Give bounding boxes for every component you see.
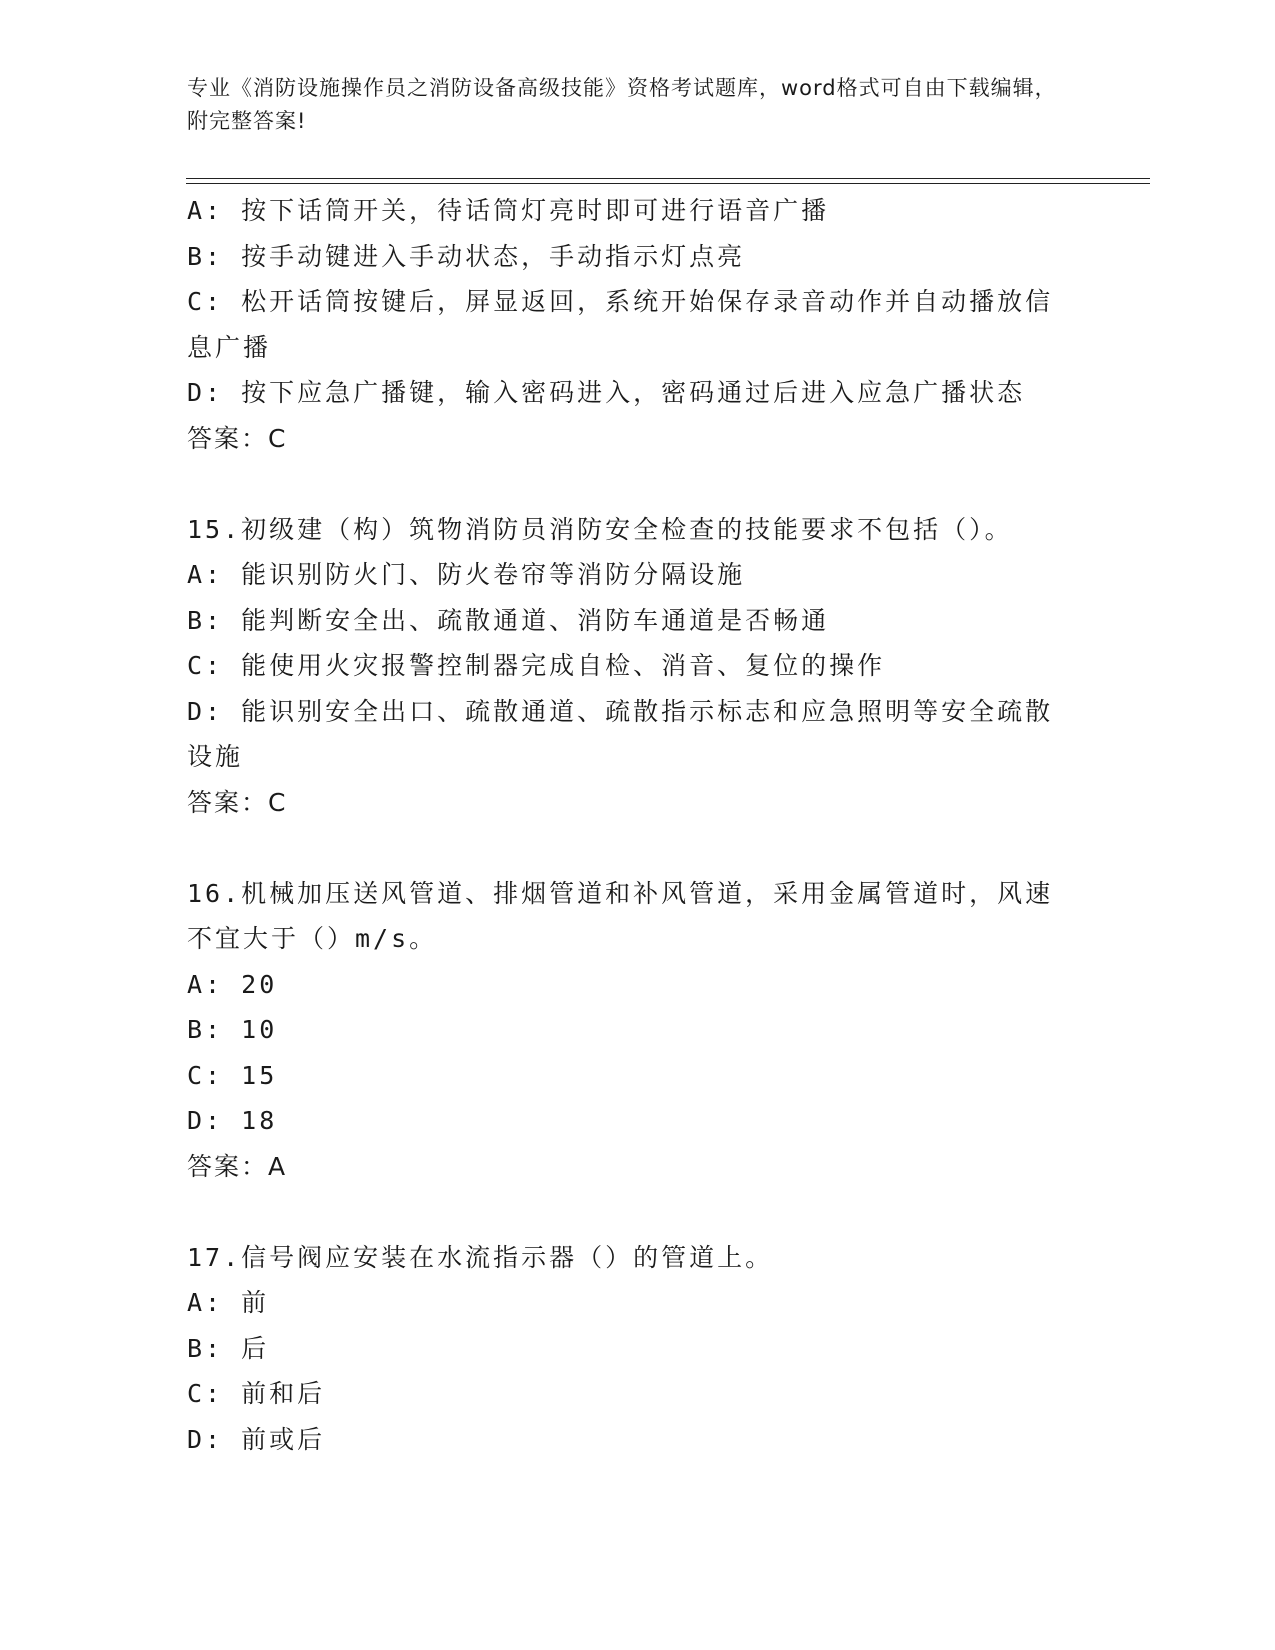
spacer <box>187 461 1067 507</box>
question-text: 15.初级建（构）筑物消防员消防安全检查的技能要求不包括（）。 <box>187 514 1013 544</box>
option-b: B: 能判断安全出、疏散通道、消防车通道是否畅通 <box>187 605 830 635</box>
question-block-16 <box>187 871 1067 1190</box>
document-intro: 专业《消防设施操作员之消防设备高级技能》资格考试题库，word格式可自由下载编辑，附完整答案! <box>187 76 1057 133</box>
option-b: B: 按手动键进入手动状态，手动指示灯点亮 <box>187 241 746 271</box>
question-text: 16.机械加压送风管道、排烟管道和补风管道，采用金属管道时，风速不宜大于（）m/s。 <box>187 878 1054 953</box>
answer: 答案：C <box>187 787 288 817</box>
question-block-15 <box>187 507 1067 826</box>
answer: 答案：A <box>187 1151 288 1181</box>
question-text: 17.信号阀应安装在水流指示器（）的管道上。 <box>187 1242 774 1272</box>
question-block-17 <box>187 1235 1067 1463</box>
option-d: D: 能识别安全出口、疏散通道、疏散指示标志和应急照明等安全疏散设施 <box>187 696 1054 771</box>
spacer <box>187 1189 1067 1235</box>
option-c: C: 松开话筒按键后，屏显返回，系统开始保存录音动作并自动播放信息广播 <box>187 287 1054 362</box>
question-list <box>187 188 1067 1462</box>
option-d: D: 按下应急广播键，输入密码进入，密码通过后进入应急广播状态 <box>187 378 1026 407</box>
option-c: C: 15 <box>187 1060 278 1090</box>
option-a: A: 20 <box>187 969 278 999</box>
option-c: C: 能使用火灾报警控制器完成自检、消音、复位的操作 <box>187 651 886 680</box>
question-block-14 <box>187 188 1067 461</box>
option-a: A: 能识别防火门、防火卷帘等消防分隔设施 <box>187 560 746 589</box>
option-c: C: 前和后 <box>187 1379 326 1408</box>
option-d: D: 前或后 <box>187 1424 326 1454</box>
header-divider-top <box>186 178 1150 179</box>
answer: 答案：C <box>187 423 288 453</box>
option-b: B: 10 <box>187 1015 278 1044</box>
option-b: B: 后 <box>187 1333 270 1363</box>
spacer <box>187 825 1067 871</box>
option-d: D: 18 <box>187 1106 278 1135</box>
header-divider-bottom <box>186 183 1150 184</box>
option-a: A: 按下话筒开关，待话筒灯亮时即可进行语音广播 <box>187 196 830 225</box>
option-a: A: 前 <box>187 1288 270 1317</box>
